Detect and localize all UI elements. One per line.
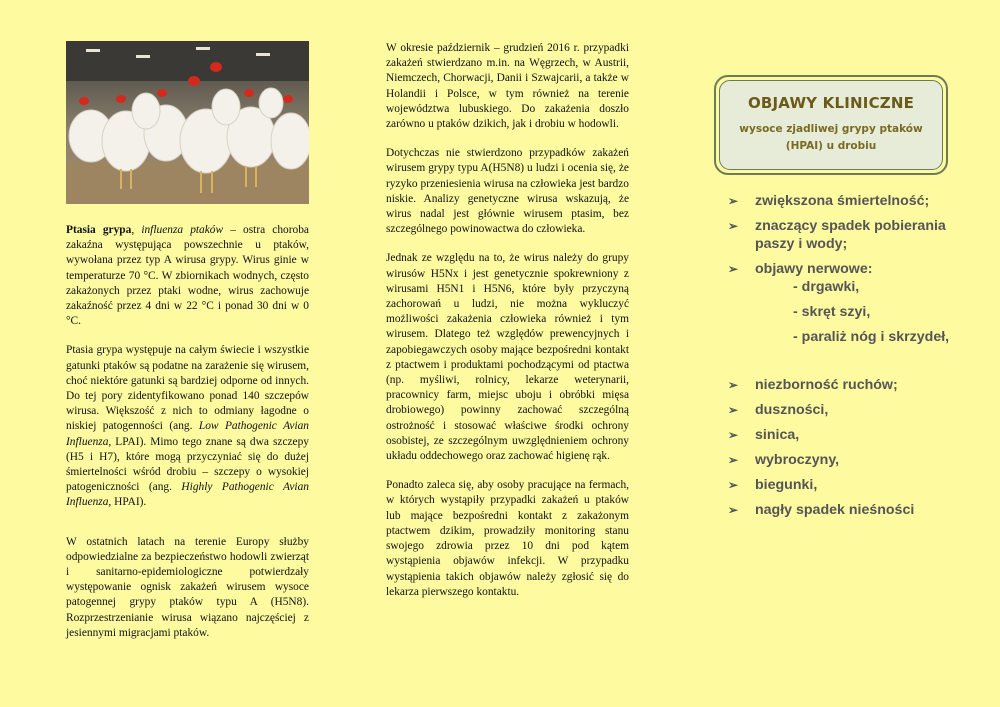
clinical-signs-title: OBJAWY KLINICZNE xyxy=(747,94,915,112)
lpai-term: Low Pathogenic Avian Influenza xyxy=(66,420,310,448)
comma: , xyxy=(131,224,142,236)
neuro-symptom: - skręt szyi, xyxy=(793,304,871,320)
subtitle-line-2: (HPAI) u drobiu xyxy=(785,140,877,152)
paragraph-outbreaks: W okresie październik – grudzień 2016 r. przypadki zakażeń stwierdzano m.in. na Węgrzech, w Austrii, Niemczech, Chorwacji, Danii i Szwajcarii, a także w Holandii i Polsce, w tym również na terenie województwa lubuskiego. Do zakażenia doszło zarówno u ptaków dzikich, jak i drobiu w hodowli. xyxy=(386,42,629,131)
arrow-bullet-icon: ➢ xyxy=(728,478,739,492)
symptom-item xyxy=(725,476,985,494)
neuro-symptom: - drgawki, xyxy=(793,279,860,295)
paragraph-strains xyxy=(66,343,309,510)
arrow-bullet-icon: ➢ xyxy=(728,262,739,276)
symptom-item xyxy=(725,376,985,394)
symptom-item xyxy=(725,501,985,519)
symptom-text: objawy nerwowe: xyxy=(755,261,873,277)
column-left xyxy=(66,223,309,655)
symptoms-list xyxy=(725,192,985,526)
neuro-symptom: - paraliż nóg i skrzydeł, xyxy=(793,329,950,345)
symptom-text: zwiększona śmiertelność; xyxy=(755,193,930,209)
clinical-signs-header-box xyxy=(714,75,948,175)
symptom-item xyxy=(725,217,985,253)
symptom-text: sinica, xyxy=(755,427,800,443)
symptom-text: wybroczyny, xyxy=(755,452,840,468)
symptom-text: nagły spadek nieśności xyxy=(755,502,915,518)
paragraph-prevention: Jednak ze względu na to, że wirus należy do grupy wirusów H5Nx i jest genetycznie spokrewniony z wirusami H5N1 i H5N6, które były przyczyną zachorowań u ludzi, nie można wykluczyć możliwości zakażenia człowieka również i tym wirusem. Dlatego też względów prewencyjnych i zapobiegawczych osoby mające bezpośredni kontakt z ptactwem i produktami pochodzącymi od ptactwa (np. myśliwi, rolnicy, lekarze weterynarii, pracownicy farm, miejsc uboju i obróbki mięsa drobiowego) powinny zachować szczególną ostrożność i stosować właściwe środki ochrony osobistej, ze szczególnym uwzględnieniem ochrony układu oddechowego oraz zachować higienę rąk. xyxy=(386,252,629,463)
paragraph-human-risk: Dotychczas nie stwierdzono przypadków zakażeń wirusem grypy typu A(H5N8) u ludzi i ocenia się, że ryzyko przeniesienia wirusa na człowieka jest bardzo niskie. Analizy genetyczne wirusa wskazują, że wirus nadal jest głównie wirusem ptasim, bez szczególnego powinowactwa do człowieka. xyxy=(386,147,629,236)
intro-rest: – ostra choroba zakaźna występująca powszechnie u ptaków, wywołana przez typ A wirusa grypy. Wirus ginie w temperaturze 70 °C. W zbiornikach wodnych, często zakażonych przez ptaki wodne, wirus zachowuje zakaźność przez 4 dni w 22 °C i ponad 30 dni w 0 °C. xyxy=(66,224,309,328)
symptom-item xyxy=(725,401,985,419)
symptom-item xyxy=(725,192,985,210)
symptom-text: biegunki, xyxy=(755,477,818,493)
arrow-bullet-icon: ➢ xyxy=(728,453,739,467)
arrow-bullet-icon: ➢ xyxy=(728,194,739,208)
symptom-item xyxy=(725,426,985,444)
paragraph-intro xyxy=(66,223,309,329)
paragraph-europe: W ostatnich latach na terenie Europy służby odpowiedzialne za bezpieczeństwo hodowli zwierząt i sanitarno-epidemiologiczne potwierdzały występowanie ognisk zakażeń wirusem wysoce patogennej grypy ptaków typu A (H5N8). Rozprzestrzenianie wirusa wiązano najczęściej z jesiennymi migracjami ptaków. xyxy=(66,535,309,639)
symptom-item xyxy=(725,260,985,346)
symptom-item xyxy=(725,451,985,469)
column-middle xyxy=(386,41,629,614)
clinical-signs-subtitle xyxy=(720,121,942,155)
symptom-text: duszności, xyxy=(755,402,829,418)
hpai-term: Highly Pathogenic Avian Influenza xyxy=(66,481,309,509)
strains-text-a: Ptasia grypa występuje na całym świecie i wszystkie gatunki ptaków są podatne na zarażenie się wirusem, choć niektóre gatunki są bardziej odporne od innych. Do tej pory zidentyfikowano ponad 140 szczepów wirusa. Większość z nich to odmiany łagodne o niskiej patogenności (ang. xyxy=(66,344,309,433)
chickens-photo xyxy=(66,41,309,204)
strains-text-c: , HPAI). xyxy=(108,496,147,509)
arrow-bullet-icon: ➢ xyxy=(728,428,739,442)
paragraph-monitoring: Ponadto zaleca się, aby osoby pracujące na fermach, w których wystąpiły przypadki zakażeń u ptaków lub mające bezpośredni kontakt z zakażonym ptactwem dzikim, prowadziły monitoring stanu swojego zdrowia przez 10 dni pod kątem wystąpienia objawów infekcji. W przypadku wystąpienia takich objawów należy zgłosić się do lekarza pierwszego kontaktu. xyxy=(386,479,629,598)
subtitle-line-1: wysoce zjadliwej grypy ptaków xyxy=(739,123,923,135)
arrow-bullet-icon: ➢ xyxy=(728,378,739,392)
list-spacer xyxy=(725,353,985,369)
strains-text-b: , LPAI). Mimo tego znane są dwa szczepy (H5 i H7), które mogą przyczyniać się do dużej śmiertelności wśród drobiu – szczepy o wysokiej patogeniczności (ang. xyxy=(66,435,309,494)
italic-term: influenza ptaków xyxy=(141,224,224,236)
arrow-bullet-icon: ➢ xyxy=(728,219,739,233)
symptom-text: znaczący spadek pobierania paszy i wody; xyxy=(755,218,946,252)
symptom-text: niezborność ruchów; xyxy=(755,377,898,393)
arrow-bullet-icon: ➢ xyxy=(728,503,739,517)
lead-term: Ptasia grypa xyxy=(66,224,132,236)
arrow-bullet-icon: ➢ xyxy=(728,403,739,417)
